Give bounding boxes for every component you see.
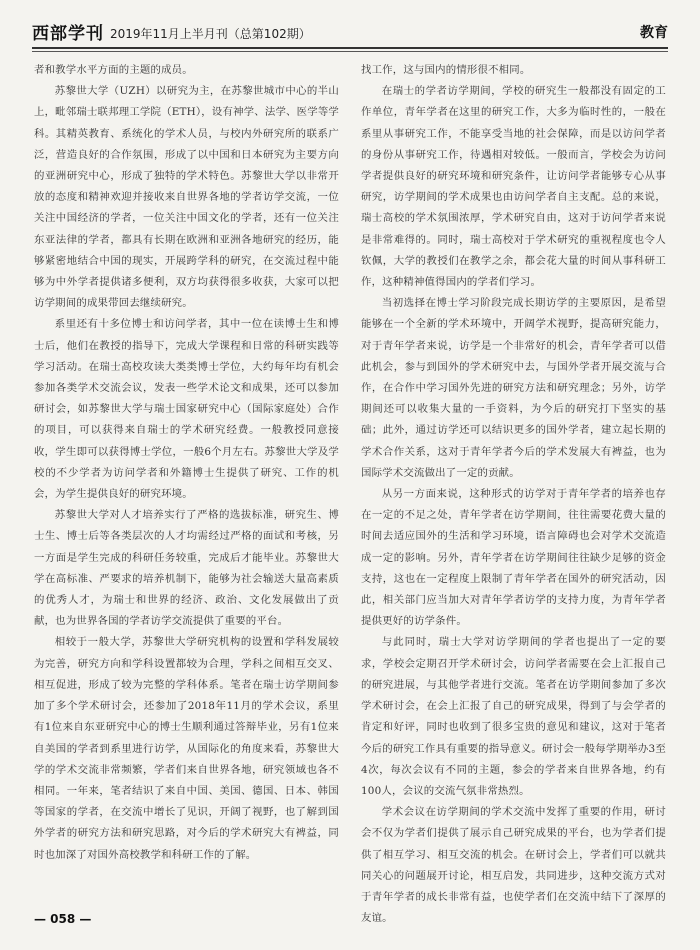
paragraph: 与此同时，瑞士大学对访学期间的学者也提出了一定的要求，学校会定期召开学术研讨会，访问学者需要在会上汇报自己的研究进展，与其他学者进行交流。笔者在访学期间参加了多次学术研讨会，在会上汇报了自己的研究成果，得到了与会学者的肯定和好评，同时也收到了很多宝贵的意见和建议，这对于笔者今后的研究工作具有重要的指导意义。研讨会一般每学期举办3至4次，每次会议有不同的主题，参会的学者来自世界各地，约有100人，会议的交流气氛非常热烈。 — [361, 636, 666, 797]
paragraph: 系里还有十多位博士和访问学者，其中一位在读博士生和博士后，他们在教授的指导下，完成大学课程和日常的科研实践等学习活动。在瑞士高校攻读大类类博士学位，大约每年均有机会参加各类学术交流会议，发表一些学术论文和成果，还可以参加研讨会，如苏黎世大学与瑞士国家研究中心（国际家庭处）合作的项目，可以获得来自瑞士的学术研究经费。一般教授同意接收，学生即可以获得博士学位，一般6个月左右。苏黎世大学及学校的不少学者为访问学者和外籍博士生提供了研究、工作的机会，为学生提供良好的研究环境。 — [34, 318, 339, 501]
header-left — [32, 19, 311, 44]
paragraph: 在瑞士的学者访学期间，学校的研究生一般都没有固定的工作单位，青年学者在这里的研究工作，大多为临时性的，一般在系里从事研究工作，不能享受当地的社会保障，而是以访问学者的身份从事研究工作，待遇相对较低。一般而言，学校会为访问学者提供良好的研究环境和研究条件，让访问学者能够专心从事研究，访学期间的学术成果也由访问学者自主支配。总的来说，瑞士高校的学术氛围浓厚，学术研究自由，这对于访问学者来说是非常难得的。同时，瑞士高校对于学术研究的重视程度也令人钦佩，大学的教授们在教学之余，都会花大量的时间从事科研工作，这种精神值得国内的学者们学习。 — [361, 85, 666, 289]
paragraph: 学术会议在访学期间的学术交流中发挥了重要的作用，研讨会不仅为学者们提供了展示自己研究成果的平台，也为学者们提供了相互学习、相互交流的机会。在研讨会上，学者们可以就共同关心的问题展开讨论，相互启发，共同进步，这种交流方式对于青年学者的成长非常有益，也使学者们在交流中结下了深厚的友谊。 — [361, 806, 666, 925]
paragraph: 者和教学水平方面的主题的成员。 — [34, 64, 193, 76]
right-column — [361, 60, 666, 925]
header-rule-thin — [32, 51, 668, 52]
paragraph: 找工作，这与国内的情形很不相同。 — [361, 64, 531, 76]
paragraph: 当初选择在博士学习阶段完成长期访学的主要原因，是希望能够在一个全新的学术环境中，开阔学术视野，提高研究能力，对于青年学者来说，访学是一个非常好的机会，青年学者可以借此机会，参与到国外的学术研究中去，与国外学者开展交流与合作，在合作中学习国外先进的研究方法和研究理念；另外，访学期间还可以收集大量的一手资料，为今后的研究打下坚实的基础；此外，通过访学还可以结识更多的国外学者，建立起长期的学术合作关系，这对于青年学者今后的学术发展大有裨益，也为国际学术交流做出了一定的贡献。 — [361, 297, 666, 479]
page-header — [32, 14, 668, 44]
issue-info: 2019年11月上半月刊（总第102期） — [110, 27, 311, 41]
left-column — [34, 60, 339, 900]
page-number: — 058 — — [34, 912, 92, 926]
paragraph: 相较于一般大学，苏黎世大学研究机构的设置和学科发展较为完善，研究方向和学科设置都较为合理，学科之间相互交叉、相互促进，形成了较为完整的学科体系。笔者在瑞士访学期间参加了多个学术研讨会，还参加了2018年11月的学术会议，系里有1位来自东亚研究中心的博士生顺利通过答辩毕业，另有1位来自美国的学者到系里进行访学，从国际化的角度来看，苏黎世大学的学术交流非常频繁，学者们来自世界各地，研究领域也各不相同。一年来，笔者结识了来自中国、美国、德国、日本、韩国等国家的学者，在交流中增长了见识，开阔了视野，也了解到国外学者的研究方法和研究思路，对今后的学术研究大有裨益，同时也加深了对国外高校教学和科研工作的了解。 — [34, 636, 339, 861]
paragraph: 苏黎世大学对人才培养实行了严格的选拔标准，研究生、博士生、博士后等各类层次的人才均需经过严格的面试和考核，另一方面是学生完成的科研任务较重，完成后才能毕业。苏黎世大学在高标准、严要求的培养机制下，能够为社会输送大量高素质的优秀人才，为瑞士和世界的经济、政治、文化发展做出了贡献，也为世界各国的学者访学交流提供了重要的平台。 — [34, 509, 339, 628]
magazine-title: 西部学刊 — [32, 24, 104, 44]
header-rule — [32, 47, 668, 49]
paragraph: 苏黎世大学（UZH）以研究为主，在苏黎世城市中心的半山上，毗邻瑞士联邦理工学院（ETH），设有神学、法学、医学等学科。其精英教育、系统化的学术人员，与校内外研究所的联系广泛，营造良好的合作氛围，形成了以中国和日本研究为主要方向的亚洲研究中心，形成了独特的学术特色。苏黎世大学以非常开放的态度和精神欢迎并接收来自世界各地的学者访学交流，一位关注中国经济的学者，一位关注中国文化的学者，还有一位关注东亚法律的学者，都具有长期在欧洲和亚洲各地研究的经历，能够紧密地结合中国的现实，开展跨学科的研究，在交流过程中能够为中外学者提供诸多便利，双方均获得很多收获，大家可以把访学期间的成果带回去继续研究。 — [34, 85, 339, 310]
paragraph: 从另一方面来说，这种形式的访学对于青年学者的培养也存在一定的不足之处，青年学者在访学期间，往往需要花费大量的时间去适应国外的生活和学习环境，语言障碍也会对学术交流造成一定的影响。另外，青年学者在访学期间往往缺少足够的资金支持，这也在一定程度上限制了青年学者在国外的研究活动，因此，相关部门应当加大对青年学者访学的支持力度，为青年学者提供更好的访学条件。 — [361, 488, 666, 628]
section-label: 教育 — [640, 25, 668, 41]
